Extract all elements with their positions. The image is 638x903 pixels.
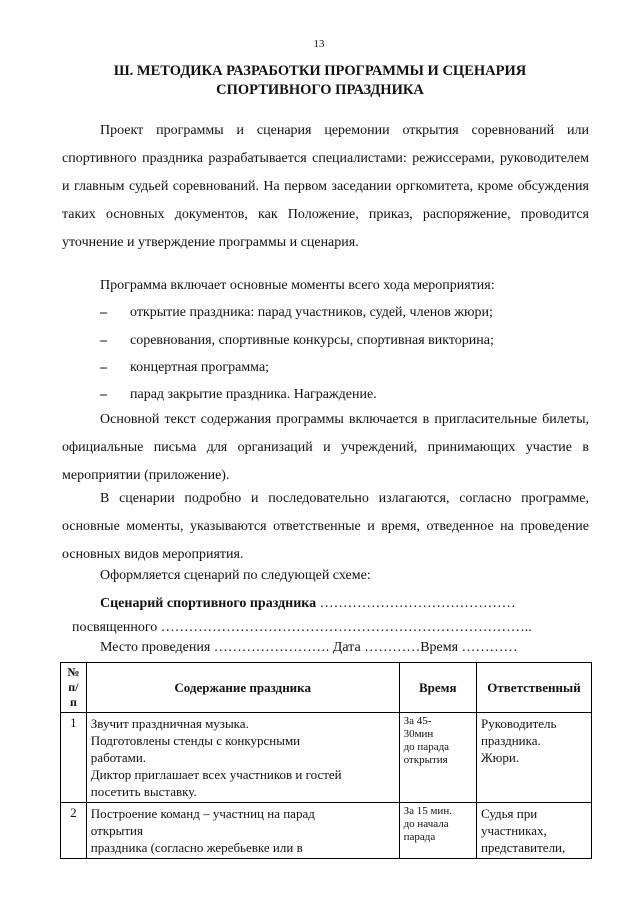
scheme-dedicated: посвященного ……………………………………………………………………..	[72, 620, 532, 635]
bullet-text: соревнования, спортивные конкурсы, спортивная викторина;	[130, 333, 494, 348]
row-responsible	[476, 803, 591, 859]
header-content: Содержание праздника	[86, 663, 399, 713]
bullet-dash: –	[100, 305, 107, 320]
bullet-dash: –	[100, 360, 107, 375]
responsible-line: Жюри.	[480, 750, 520, 765]
row-number: 1	[61, 713, 87, 803]
paragraph-intro: Проект программы и сценария церемонии открытия соревнований или спортивного праздника разрабатывается специалистами: режиссерами, руководителем и главным судьей соревнований. На первом заседании оргкомитета, кроме обсуждения таких основных документов, как Положение, приказ, распоряжение, проводится уточнение и утверждение программы и сценария.	[62, 123, 589, 250]
row-responsible	[476, 713, 591, 803]
scheme-heading	[100, 594, 516, 614]
bullet-dash: –	[100, 333, 107, 348]
bullet-text: концертная программа;	[130, 360, 270, 375]
bullet-text: парад закрытие праздника. Награждение.	[130, 387, 377, 402]
responsible-line: Судья при	[480, 806, 538, 821]
time-line: до парада	[403, 741, 450, 753]
bullet-item	[100, 385, 377, 405]
header-number: № п/п	[61, 663, 87, 713]
header-responsible: Ответственный	[476, 663, 591, 713]
header-time: Время	[399, 663, 476, 713]
content-line: праздника (согласно жеребьевке или в	[90, 840, 303, 855]
bullet-dash: –	[100, 387, 107, 402]
paragraph-program: Программа включает основные моменты всего хода мероприятия:	[100, 278, 495, 293]
paragraph-scheme: Оформляется сценарий по следующей схеме:	[100, 568, 371, 583]
row-time	[399, 803, 476, 859]
bullet-item	[100, 331, 494, 351]
scenario-table	[60, 662, 592, 859]
time-line: открытия	[403, 754, 448, 766]
section-title	[80, 62, 560, 100]
title-line-2: СПОРТИВНОГО ПРАЗДНИКА	[216, 82, 424, 98]
responsible-line: участниках,	[480, 823, 547, 838]
paragraph-text: Основной текст содержания программы включается в пригласительные билеты, официальные письма для организаций и учреждений, принимающих участие в мероприятии (приложение).	[62, 412, 589, 483]
time-line: парада	[403, 831, 436, 843]
row-content	[86, 803, 399, 859]
paragraph-scenario: В сценарии подробно и последовательно излагаются, согласно программе, основные моменты, указываются ответственные и время, отведенное на проведение основных видов мероприятия.	[62, 491, 589, 562]
time-line: до начала	[403, 818, 449, 830]
bullet-item	[100, 303, 493, 323]
scheme-venue: Место проведения ……………………. Дата …………Время …………	[100, 640, 518, 655]
content-line: Звучит праздничная музыка.	[90, 716, 249, 731]
responsible-line: представители,	[480, 840, 566, 855]
page-number: 13	[313, 38, 325, 50]
content-line: Подготовлены стенды с конкурсными	[90, 733, 301, 748]
scheme-heading-dots: ……………………………………	[316, 596, 516, 611]
table-header-row	[61, 663, 592, 713]
row-content	[86, 713, 399, 803]
time-line: За 45-	[403, 715, 432, 727]
responsible-line: праздника.	[480, 733, 541, 748]
table-row	[61, 803, 592, 859]
bullet-text: открытие праздника: парад участников, судей, членов жюри;	[130, 305, 493, 320]
content-line: Построение команд – участниц на парад	[90, 806, 315, 821]
scheme-heading-title: Сценарий спортивного праздника	[100, 596, 317, 611]
table-row	[61, 713, 592, 803]
responsible-line: Руководитель	[480, 716, 557, 731]
time-line: За 15 мин.	[403, 805, 452, 817]
content-line: работами.	[90, 750, 147, 765]
title-line-1: Ш. МЕТОДИКА РАЗРАБОТКИ ПРОГРАММЫ И СЦЕНАРИЯ	[113, 63, 527, 79]
time-line: 30мин	[403, 728, 434, 740]
bullet-item	[100, 358, 269, 378]
content-line: посетить выставку.	[90, 784, 197, 799]
content-line: Диктор приглашает всех участников и гостей	[90, 767, 342, 782]
content-line: открытия	[90, 823, 143, 838]
row-number: 2	[61, 803, 87, 859]
row-time	[399, 713, 476, 803]
